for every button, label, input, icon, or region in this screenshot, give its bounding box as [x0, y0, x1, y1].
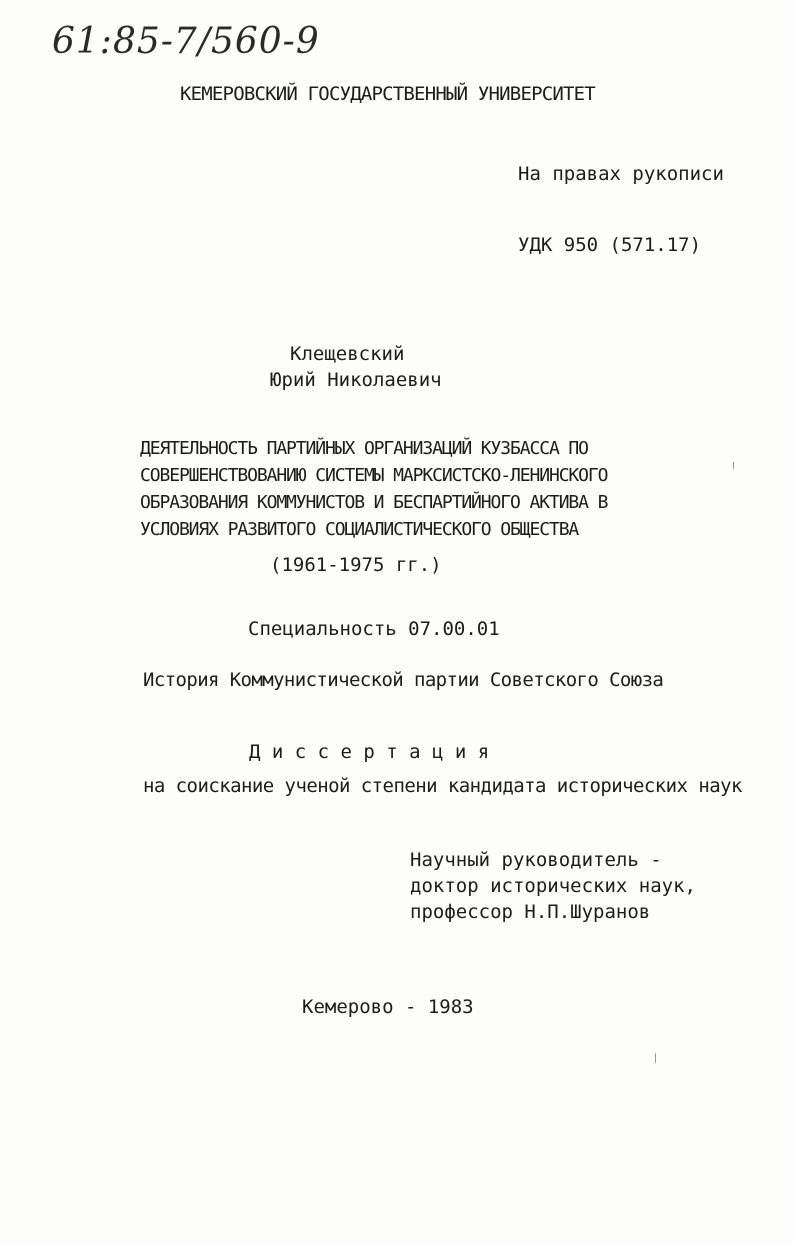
title-line-1: ДЕЯТЕЛЬНОСТЬ ПАРТИЙНЫХ ОРГАНИЗАЦИЙ КУЗБАССА ПО — [140, 438, 588, 459]
supervisor-line-1: Научный руководитель - — [410, 849, 662, 871]
specialty-name: История Коммунистической партии Советского Союза — [143, 669, 664, 691]
udk-code: УДК 950 (571.17) — [518, 234, 702, 256]
scan-speck — [655, 1053, 656, 1063]
title-line-2: СОВЕРШЕНСТВОВАНИЮ СИСТЕМЫ МАРКСИСТСКО-ЛЕНИНСКОГО — [140, 465, 608, 486]
period: (1961-1975 гг.) — [270, 554, 442, 576]
degree-statement: на соискание ученой степени кандидата исторических наук — [143, 775, 742, 797]
title-line-4: УСЛОВИЯХ РАЗВИТОГО СОЦИАЛИСТИЧЕСКОГО ОБЩЕСТВА — [140, 519, 579, 540]
archive-code-handwritten: 61:85-7/560-9 — [52, 21, 320, 62]
specialty: Специальность 07.00.01 — [248, 618, 500, 640]
author-given-names: Юрий Николаевич — [270, 369, 442, 391]
document-type: Д и с с е р т а ц и я — [249, 741, 490, 763]
title-line-3: ОБРАЗОВАНИЯ КОММУНИСТОВ И БЕСПАРТИЙНОГО АКТИВА В — [140, 492, 608, 513]
author-surname: Клещевский — [290, 343, 405, 365]
scan-speck — [733, 462, 734, 469]
supervisor-line-3: профессор Н.П.Шуранов — [410, 901, 651, 923]
place-and-year: Кемерово - 1983 — [302, 996, 474, 1018]
university-name: КЕМЕРОВСКИЙ ГОСУДАРСТВЕННЫЙ УНИВЕРСИТЕТ — [180, 83, 595, 105]
manuscript-rights: На правах рукописи — [518, 163, 724, 185]
supervisor-line-2: доктор исторических наук, — [410, 875, 696, 897]
